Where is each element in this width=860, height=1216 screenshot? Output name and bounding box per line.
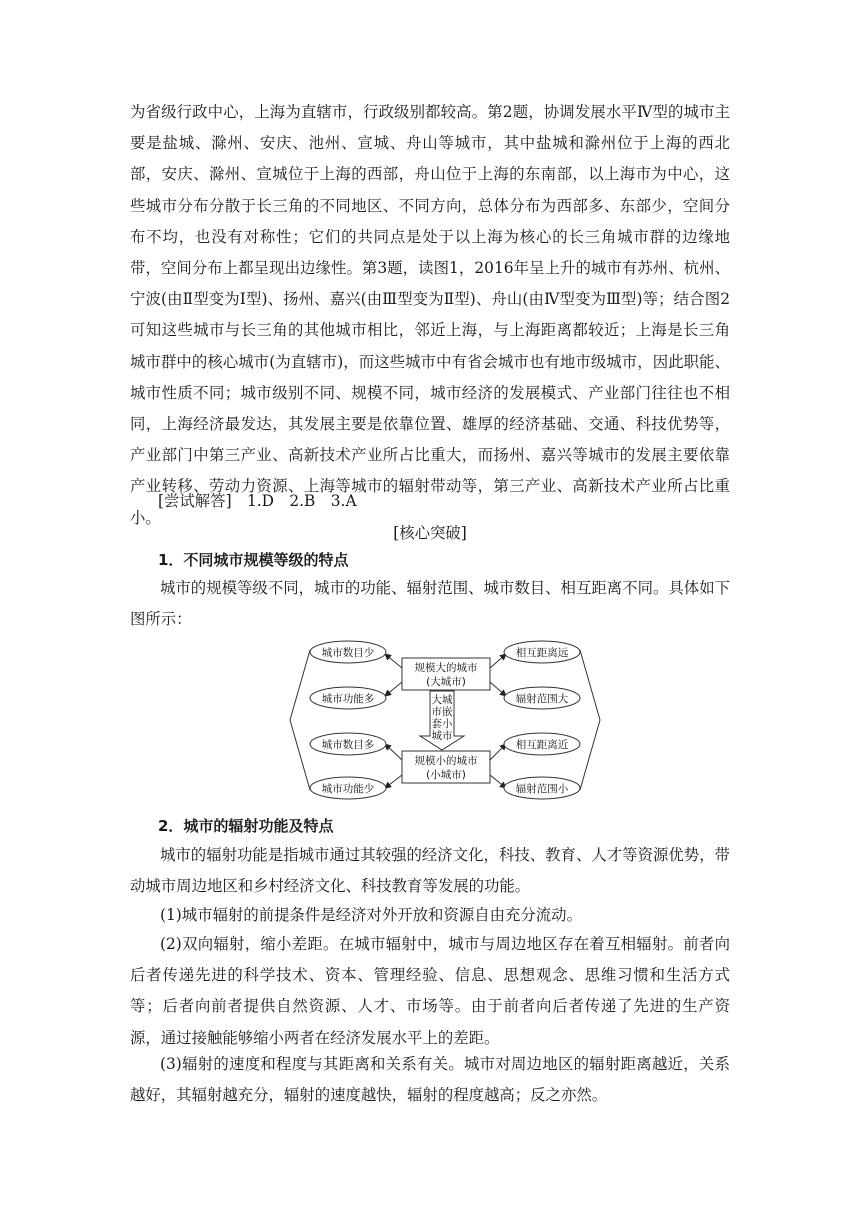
oval-left-4-label: 城市功能少 xyxy=(321,783,375,795)
radiation-definition: 城市的辐射功能是指城市通过其较强的经济文化，科技、教育、人才等资源优势，带动城市周边地区和乡村经济文化、科技教育等发展的功能。 xyxy=(130,846,730,896)
arrow-text-3: 套小 xyxy=(431,718,453,730)
connector xyxy=(490,654,506,668)
big-city-label: 规模大的城市 xyxy=(414,662,478,674)
oval-right-1-label: 相互距离远 xyxy=(515,647,569,659)
oval-left-3-label: 城市数目多 xyxy=(321,739,375,751)
small-city-label: 规模小的城市 xyxy=(414,755,478,767)
heading-city-scale: 1．不同城市规模等级的特点 xyxy=(158,551,349,569)
city-scale-diagram xyxy=(280,636,610,804)
oval-left-2-label: 城市功能多 xyxy=(321,693,375,705)
oval-right-4-label: 辐射范围小 xyxy=(515,783,569,795)
connector xyxy=(385,744,402,760)
radiation-point-3: (3)辐射的速度和程度与其距离和关系有关。城市对周边地区的辐射距离越近，关系越好，其辐射越充分，辐射的速度越快，辐射的程度越高；反之亦然。 xyxy=(130,1055,730,1105)
arrow-text-4: 城市 xyxy=(431,730,453,742)
radiation-point-2: (2)双向辐射，缩小差距。在城市辐射中，城市与周边地区存在着互相辐射。前者向后者传递先进的科学技术、资本、管理经验、信息、思想观念、思维习惯和生活方式等；后者向前者提供自然资源、人才、市场等。由于前者向后者传递了先进的生产资源，通过接触能够缩小两者在经济发展水平上的差距。 xyxy=(130,935,730,1047)
arrow-text-2: 市嵌 xyxy=(431,706,453,718)
oval-right-2-label: 辐射范围大 xyxy=(515,693,569,705)
connector xyxy=(490,775,506,788)
analysis-paragraph: 为省级行政中心，上海为直辖市，行政级别都较高。第2题，协调发展水平Ⅳ型的城市主要是盐城、滁州、安庆、池州、宣城、舟山等城市，其中盐城和滁州位于上海的西北部，安庆、滁州、宣城位于上海的西部，舟山位于上海的东南部，以上海市为中心，这些城市分布分散于长三角的不同地区、不同方向，总体分布为西部多、东部少，空间分布不均，也没有对称性；它们的共同点是处于以上海为核心的长三角城市群的边缘地带，空间分布上都呈现出边缘性。第3题，读图1，2016年呈上升的城市有苏州、杭州、宁波(由Ⅱ型变为Ⅰ型)、扬州、嘉兴(由Ⅲ型变为Ⅱ型)、舟山(由Ⅳ型变为Ⅲ型)等；结合图2可知这些城市与长三角的其他城市相比，邻近上海，与上海距离都较近；上海是长三角城市群中的核心城市(为直辖市)，而这些城市中有省会城市也有地市级城市，因此职能、城市性质不同；城市级别不同、规模不同，城市经济的发展模式、产业部门往往也不相同，上海经济最发达，其发展主要是依靠位置、雄厚的经济基础、交通、科技优势等，产业部门中第三产业、高新技术产业所占比重大，而扬州、嘉兴等城市的发展主要依靠产业转移、劳动力资源、上海等城市的辐射带动等，第三产业、高新技术产业所占比重小。 xyxy=(130,103,730,527)
right-bracket xyxy=(580,650,600,790)
section-title-core: [核心突破] xyxy=(393,524,467,542)
connector xyxy=(385,682,402,696)
connector xyxy=(490,682,506,696)
connector xyxy=(385,654,402,668)
oval-right-3-label: 相互距离近 xyxy=(515,739,569,751)
radiation-point-1: (1)城市辐射的前提条件是经济对外开放和资源自由充分流动。 xyxy=(160,906,582,924)
connector xyxy=(490,744,506,760)
big-city-sub-label: (大城市) xyxy=(426,676,466,688)
arrow-text-1: 大城 xyxy=(431,694,453,706)
oval-left-1-label: 城市数目少 xyxy=(321,647,375,659)
left-bracket xyxy=(290,650,310,790)
small-city-sub-label: (小城市) xyxy=(426,769,466,781)
attempt-answer: [尝试解答] 1.D 2.B 3.A xyxy=(158,492,357,510)
connector xyxy=(385,775,402,788)
heading-radiation: 2．城市的辐射功能及特点 xyxy=(158,817,334,835)
city-scale-paragraph: 城市的规模等级不同，城市的功能、辐射范围、城市数目、相互距离不同。具体如下图所示： xyxy=(130,579,730,629)
